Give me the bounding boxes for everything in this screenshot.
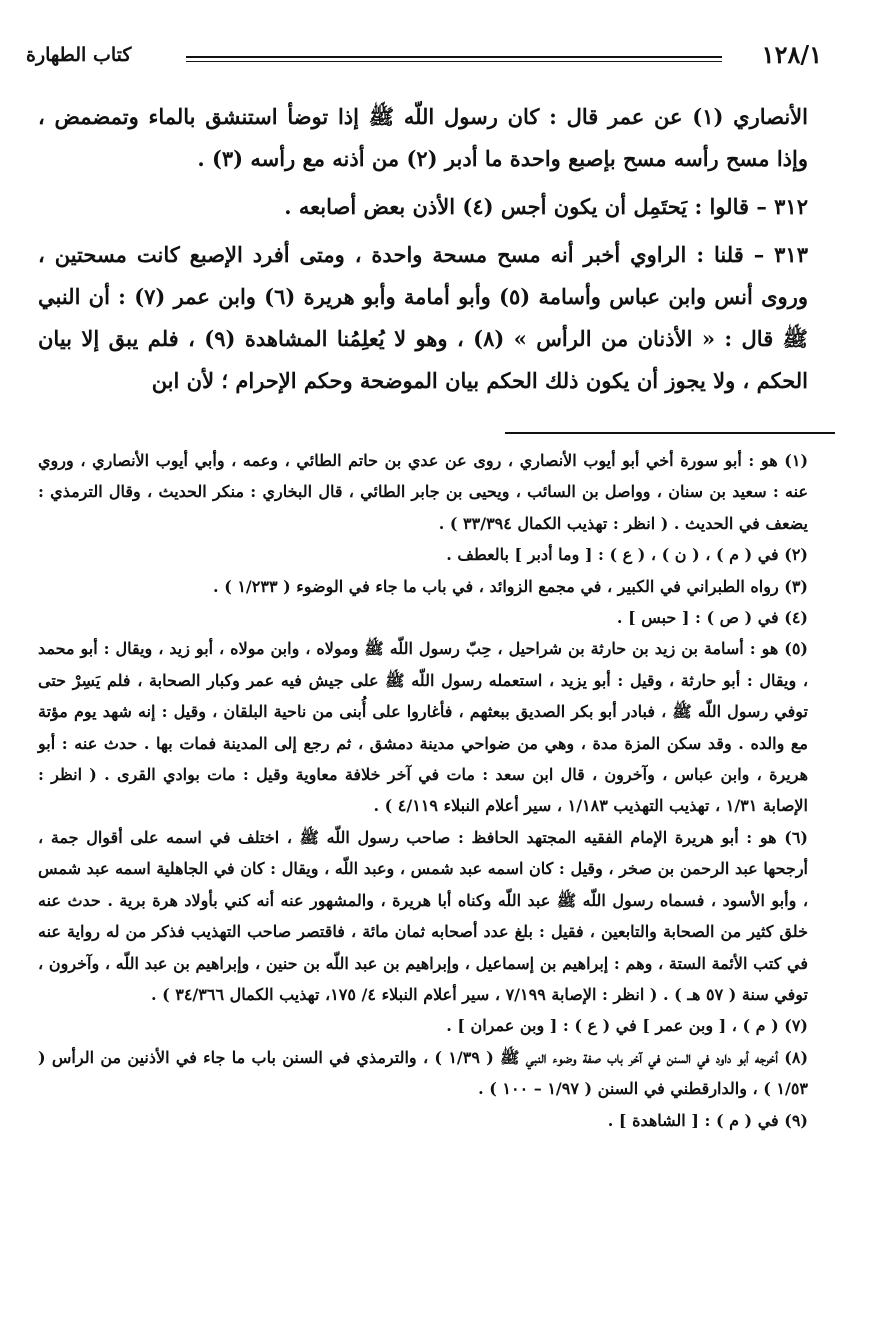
footnote-1: (١) هو : أبو سورة أخي أبو أيوب الأنصاري ، روى عن عدي بن حاتم الطائي ، وعمه ، وأبي أيوب الأنصاري ، وروي عنه : سعيد بن سنان ، وواصل بن السائب ، ويحيى بن جابر الطائي ، قال البخاري : منكر الحديث ، وقال الترمذي : يضعف في الحديث . ( انظر : تهذيب الكمال ٣٣/٣٩٤ ) . [38, 451, 809, 533]
paragraph-1: الأنصاري (١) عن عمر قال : كان رسول اللّه ﷺ إذا توضأ استنشق بالماء وتمضمض ، وإذا مسح رأسه مسح بإصبع واحدة ما أدبر (٢) من أذنه مع رأسه (٣) . [38, 104, 808, 171]
footnote-separator [505, 432, 835, 434]
book-title: كتاب الطهارة [26, 44, 132, 66]
footnote-8: (٨) أخرجه أبو داود في السنن في آخر باب صفة وضوء النبي ﷺ ( ١/٣٩ ) ، والترمذي في السنن باب ما جاء في الأذنين من الرأس ( ١/٥٣ ) ، والدارقطني في السنن ( ١/٩٧ – ١٠٠ ) . [38, 1047, 809, 1099]
footnote-2: (٢) في ( م ) ، ( ن ) ، ( ع ) : [ وما أدبر ] بالعطف . [446, 545, 808, 565]
footnote-7: (٧) ( م ) ، [ وبن عمر ] في ( ع ) : [ وبن عمران ] . [446, 1016, 808, 1036]
page-header [26, 34, 822, 82]
footnote-9: (٩) في ( م ) : [ الشاهدة ] . [607, 1110, 808, 1130]
footnote-3: (٣) رواه الطبراني في الكبير ، في مجمع الزوائد ، في باب ما جاء في الوضوء ( ١/٢٣٣ ) . [213, 576, 808, 596]
footnote-4: (٤) في ( ص ) : [ حبس ] . [616, 608, 808, 628]
main-text [38, 96, 808, 408]
footnote-5: (٥) هو : أسامة بن زيد بن حارثة بن شراحيل ، حِبّ رسول اللّه ﷺ ومولاه ، وابن مولاه ، أبو زيد ، ويقال : أبو محمد ، ويقال : أبو حارثة ، وقيل : أبو يزيد ، استعمله رسول اللّه ﷺ على جيش فيه عمر وكبار الصحابة ، فلم يَسِرْ حتى توفي رسول اللّه ﷺ ، فبادر أبو بكر الصديق ببعثهم ، فأغاروا على أُبنى من ناحية البلقان ، وقيل : إنه شهد يوم مؤتة مع والده . وقد سكن المزة مدة ، وهي من ضواحي مدينة دمشق ، ثم رجع إلى المدينة فمات بها . حدث عنه : أبو هريرة ، وابن عباس ، وآخرون ، قال ابن سعد : مات في آخر خلافة معاوية وقيل : مات بوادي القرى . ( انظر : الإصابة ١/٣١ ، تهذيب التهذيب ١/١٨٣ ، سير أعلام النبلاء ٤/١١٩ ) . [38, 639, 808, 816]
footnote-6: (٦) هو : أبو هريرة الإمام الفقيه المجتهد الحافظ : صاحب رسول اللّه ﷺ ، اختلف في اسمه على أقوال جمة ، أرجحها عبد الرحمن بن صخر ، وقيل : كان اسمه عبد شمس ، وعبد اللّه ، ويقال : كان في الجاهلية اسمه عبد شمس ، وأبو الأسود ، فسماه رسول اللّه ﷺ عبد اللّه وكناه أبا هريرة ، والمشهور عنه أنه كني بأولاد هرة برية . حدث عنه خلق كثير من الصحابة والتابعين ، فقيل : بلغ عدد أصحابه ثمان مائة ، فاقتصر صاحب التهذيب فذكر من له رواية عنه في كتب الأئمة الستة ، وهم : إبراهيم بن إسماعيل ، وإبراهيم بن عبد اللّه بن حنين ، وإبراهيم بن عبد اللّه ، وآخرون ، توفي سنة ( ٥٧ هـ ) . ( انظر : الإصابة ٧/١٩٩ ، سير أعلام النبلاء ٤/ ١٧٥، تهذيب الكمال ٣٤/٣٦٦ ) . [38, 827, 808, 1004]
paragraph-313: ٣١٣ – قلنا : الراوي أخبر أنه مسح مسحة واحدة ، ومتى أفرد الإصبع كانت مسحتين ، وروى أنس وابن عباس وأسامة (٥) وأبو أمامة وأبو هريرة (٦) وابن عمر (٧) : أن النبي ﷺ قال : « الأذنان من الرأس » (٨) ، وهو لا يُعلِمُنا المشاهدة (٩) ، فلم يبق إلا بيان الحكم ، ولا يجوز أن يكون ذلك الحكم بيان الموضحة وحكم الإحرام ؛ لأن ابن [38, 242, 809, 393]
paragraph-312: ٣١٢ – قالوا : يَحتَمِل أن يكون أجس (٤) الأذن بعض أصابعه . [284, 194, 808, 219]
page-number: ١٢٨/١ [761, 40, 822, 69]
header-rule [186, 56, 722, 62]
footnotes [38, 445, 808, 1136]
